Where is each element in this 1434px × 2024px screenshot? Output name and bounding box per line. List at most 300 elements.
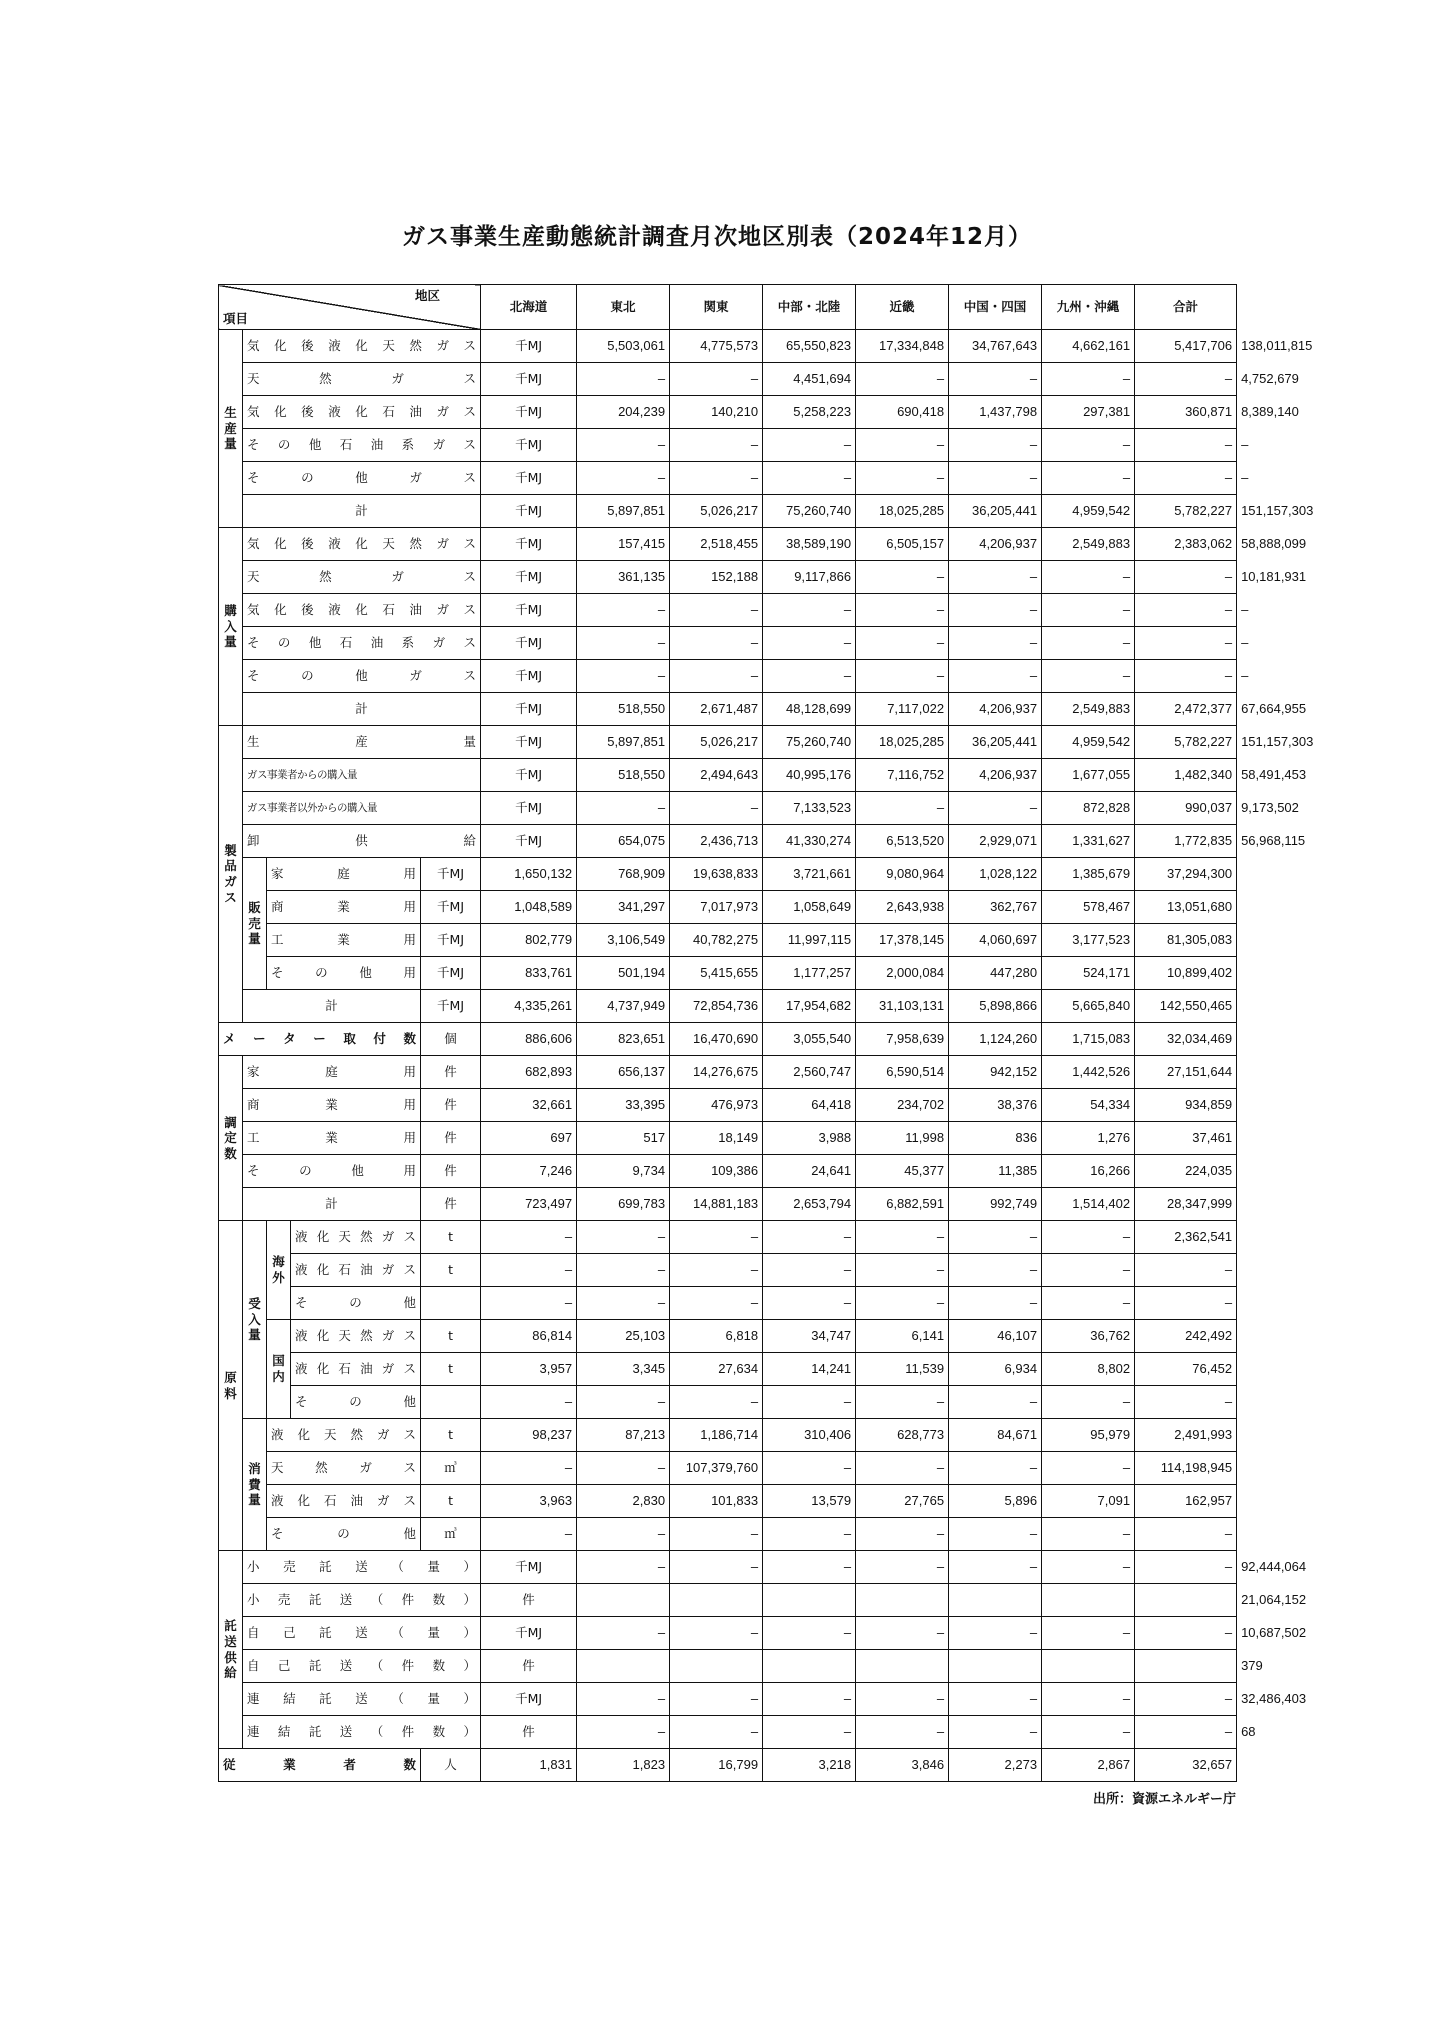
- value-cell: –: [1135, 1716, 1237, 1749]
- value-cell: –: [577, 429, 670, 462]
- value-cell: 578,467: [1042, 891, 1135, 924]
- unit-cell: 件: [421, 1188, 481, 1221]
- value-cell: 48,128,699: [763, 693, 856, 726]
- row-label: その他石油系ガス: [243, 429, 481, 462]
- data-row: [219, 1419, 1237, 1452]
- value-cell: –: [1042, 1452, 1135, 1485]
- value-cell: 11,998: [856, 1122, 949, 1155]
- value-cell: 7,117,022: [856, 693, 949, 726]
- value-cell: [670, 1650, 763, 1683]
- value-cell: 2,491,993: [1135, 1419, 1237, 1452]
- row-label: 家庭用: [267, 858, 421, 891]
- value-cell: 6,505,157: [856, 528, 949, 561]
- row-label: 計: [243, 1188, 421, 1221]
- value-cell: 823,651: [577, 1023, 670, 1056]
- data-row: 生産量 気化後液化天然ガス 千MJ 5,503,061 4,775,573 65,550,823 17,334,848 34,767,643 4,662,161 5,417,706 138,011,815: [219, 330, 1237, 363]
- value-cell: –: [1135, 1254, 1237, 1287]
- data-row: ガス事業者からの購入量 千MJ 518,550 2,494,643 40,995,176 7,116,752 4,206,937 1,677,055 1,482,340 58,491,453: [219, 759, 1237, 792]
- region-header: 北海道: [481, 285, 577, 330]
- value-cell: –: [670, 660, 763, 693]
- unit-cell: t: [421, 1221, 481, 1254]
- value-cell: 28,347,999: [1135, 1188, 1237, 1221]
- value-cell: 27,634: [670, 1353, 763, 1386]
- value-cell: –: [856, 594, 949, 627]
- value-cell: 16,799: [670, 1749, 763, 1782]
- value-cell: –: [949, 1221, 1042, 1254]
- value-cell: 41,330,274: [763, 825, 856, 858]
- value-cell: –: [1042, 660, 1135, 693]
- value-cell: 682,893: [481, 1056, 577, 1089]
- row-label: 商業用: [243, 1089, 421, 1122]
- unit-cell: 個: [421, 1023, 481, 1056]
- value-cell: 3,106,549: [577, 924, 670, 957]
- data-row: 託送供給 小売託送（量） 千MJ – – – – – – – 92,444,064: [219, 1551, 1237, 1584]
- value-cell: 7,958,639: [856, 1023, 949, 1056]
- section-label-text: 購入量: [224, 603, 237, 650]
- value-cell: 5,782,227: [1135, 495, 1237, 528]
- value-cell: –: [577, 1287, 670, 1320]
- value-cell: –: [1042, 1254, 1135, 1287]
- value-cell: 84,671: [949, 1419, 1042, 1452]
- value-cell: –: [577, 1617, 670, 1650]
- data-row: [219, 1023, 1237, 1056]
- value-cell: 2,643,938: [856, 891, 949, 924]
- region-header: 東北: [577, 285, 670, 330]
- value-cell: –: [670, 594, 763, 627]
- value-cell: 2,549,883: [1042, 528, 1135, 561]
- value-cell: –: [763, 1287, 856, 1320]
- value-cell: 501,194: [577, 957, 670, 990]
- region-header: 近畿: [856, 285, 949, 330]
- row-label: 小売託送（件数）: [243, 1584, 481, 1617]
- value-cell: 64,418: [763, 1089, 856, 1122]
- value-cell: 4,775,573: [670, 330, 763, 363]
- region-header: 合計: [1135, 285, 1237, 330]
- data-row: [219, 1386, 1237, 1419]
- value-cell: 25,103: [577, 1320, 670, 1353]
- value-cell: 1,442,526: [1042, 1056, 1135, 1089]
- region-header: 中部・北陸: [763, 285, 856, 330]
- unit-cell: 千MJ: [481, 660, 577, 693]
- value-cell: –: [856, 627, 949, 660]
- value-cell: 1,385,679: [1042, 858, 1135, 891]
- value-cell: 14,276,675: [670, 1056, 763, 1089]
- value-cell: 1,772,835: [1135, 825, 1237, 858]
- value-cell: –: [1042, 1386, 1135, 1419]
- section-label-text: 製品ガス: [224, 842, 237, 905]
- value-cell: 3,957: [481, 1353, 577, 1386]
- data-row: 卸供給 千MJ 654,075 2,436,713 41,330,274 6,513,520 2,929,071 1,331,627 1,772,835 56,968,115: [219, 825, 1237, 858]
- value-cell: –: [856, 1386, 949, 1419]
- subsection-label-text: 消費量: [248, 1461, 261, 1508]
- value-cell: –: [1042, 1221, 1135, 1254]
- value-cell: [949, 1584, 1042, 1617]
- unit-cell: 件: [421, 1122, 481, 1155]
- value-cell: 5,897,851: [577, 726, 670, 759]
- row-label: 計: [243, 693, 481, 726]
- unit-cell: 千MJ: [481, 1683, 577, 1716]
- data-row: 連結託送（件数） 件 – – – – – – – 68: [219, 1716, 1237, 1749]
- value-cell: –: [949, 1617, 1042, 1650]
- value-cell: 2,929,071: [949, 825, 1042, 858]
- row-label: 小売託送（量）: [243, 1551, 481, 1584]
- value-cell: 6,934: [949, 1353, 1042, 1386]
- data-row: [219, 858, 1237, 891]
- value-cell: 152,188: [670, 561, 763, 594]
- value-cell: 17,954,682: [763, 990, 856, 1023]
- value-cell: 3,988: [763, 1122, 856, 1155]
- value-cell: 4,060,697: [949, 924, 1042, 957]
- unit-cell: 件: [421, 1056, 481, 1089]
- value-cell: 362,767: [949, 891, 1042, 924]
- value-cell: –: [577, 1221, 670, 1254]
- data-row: [219, 1122, 1237, 1155]
- unit-cell: ㎥: [421, 1452, 481, 1485]
- unit-cell: 千MJ: [481, 627, 577, 660]
- value-cell: –: [577, 1683, 670, 1716]
- value-cell: 2,518,455: [670, 528, 763, 561]
- section-label: [219, 1551, 243, 1749]
- value-cell: –: [481, 1254, 577, 1287]
- row-label: 天然ガス: [243, 561, 481, 594]
- value-cell: 723,497: [481, 1188, 577, 1221]
- value-cell: 886,606: [481, 1023, 577, 1056]
- value-cell: 75,260,740: [763, 726, 856, 759]
- region-header: 九州・沖縄: [1042, 285, 1135, 330]
- value-cell: –: [763, 1551, 856, 1584]
- value-cell: –: [481, 1221, 577, 1254]
- row-label: 気化後液化石油ガス: [243, 396, 481, 429]
- row-label: 液化石油ガス: [267, 1485, 421, 1518]
- unit-cell: 千MJ: [421, 924, 481, 957]
- value-cell: 162,957: [1135, 1485, 1237, 1518]
- value-cell: –: [949, 1716, 1042, 1749]
- value-cell: –: [856, 1287, 949, 1320]
- value-cell: –: [1135, 462, 1237, 495]
- unit-cell: 千MJ: [421, 891, 481, 924]
- unit-cell: 千MJ: [481, 594, 577, 627]
- value-cell: –: [763, 462, 856, 495]
- value-cell: 114,198,945: [1135, 1452, 1237, 1485]
- value-cell: –: [949, 1386, 1042, 1419]
- value-cell: 5,026,217: [670, 495, 763, 528]
- value-cell: 86,814: [481, 1320, 577, 1353]
- value-cell: [1042, 1584, 1135, 1617]
- value-cell: –: [949, 1551, 1042, 1584]
- row-label: 液化天然ガス: [267, 1419, 421, 1452]
- data-row: 購入量 気化後液化天然ガス 千MJ 157,415 2,518,455 38,589,190 6,505,157 4,206,937 2,549,883 2,383,062 58,888,099: [219, 528, 1237, 561]
- value-cell: 18,025,285: [856, 726, 949, 759]
- value-cell: 13,579: [763, 1485, 856, 1518]
- data-row: [219, 1089, 1237, 1122]
- data-row: [219, 990, 1237, 1023]
- value-cell: –: [856, 660, 949, 693]
- value-cell: 72,854,736: [670, 990, 763, 1023]
- region-header: 関東: [670, 285, 763, 330]
- data-row: その他石油系ガス 千MJ – – – – – – – –: [219, 627, 1237, 660]
- value-cell: –: [577, 1386, 670, 1419]
- value-cell: –: [670, 1287, 763, 1320]
- value-cell: 6,590,514: [856, 1056, 949, 1089]
- row-label: 液化石油ガス: [291, 1254, 421, 1287]
- value-cell: 4,206,937: [949, 693, 1042, 726]
- row-label: 自己託送（件数）: [243, 1650, 481, 1683]
- row-label: ガス事業者以外からの購入量: [243, 792, 481, 825]
- value-cell: 27,151,644: [1135, 1056, 1237, 1089]
- value-cell: 7,116,752: [856, 759, 949, 792]
- value-cell: –: [577, 462, 670, 495]
- value-cell: –: [763, 1617, 856, 1650]
- row-label: 気化後液化石油ガス: [243, 594, 481, 627]
- value-cell: 2,494,643: [670, 759, 763, 792]
- value-cell: 242,492: [1135, 1320, 1237, 1353]
- unit-cell: 千MJ: [481, 693, 577, 726]
- value-cell: 1,331,627: [1042, 825, 1135, 858]
- value-cell: –: [763, 1452, 856, 1485]
- row-label: 液化天然ガス: [291, 1221, 421, 1254]
- unit-cell: 千MJ: [481, 726, 577, 759]
- value-cell: 699,783: [577, 1188, 670, 1221]
- value-cell: –: [577, 1254, 670, 1287]
- row-label: 天然ガス: [243, 363, 481, 396]
- value-cell: 101,833: [670, 1485, 763, 1518]
- row-label: 液化石油ガス: [291, 1353, 421, 1386]
- value-cell: 7,246: [481, 1155, 577, 1188]
- value-cell: –: [1042, 1683, 1135, 1716]
- value-cell: 32,657: [1135, 1749, 1237, 1782]
- value-cell: 4,959,542: [1042, 726, 1135, 759]
- value-cell: [763, 1650, 856, 1683]
- value-cell: [577, 1650, 670, 1683]
- row-label: 連結託送（件数）: [243, 1716, 481, 1749]
- value-cell: –: [1135, 660, 1237, 693]
- subsection-label: [243, 858, 267, 990]
- value-cell: –: [763, 429, 856, 462]
- subsection-label-text: 販売量: [248, 900, 261, 947]
- value-cell: 2,383,062: [1135, 528, 1237, 561]
- section-label-text: 原料: [224, 1369, 237, 1401]
- unit-cell: 千MJ: [421, 957, 481, 990]
- value-cell: 5,782,227: [1135, 726, 1237, 759]
- unit-cell: 千MJ: [481, 759, 577, 792]
- value-cell: –: [1135, 1386, 1237, 1419]
- data-row: 連結託送（量） 千MJ – – – – – – – 32,486,403: [219, 1683, 1237, 1716]
- value-cell: 76,452: [1135, 1353, 1237, 1386]
- value-cell: 204,239: [577, 396, 670, 429]
- value-cell: –: [856, 1452, 949, 1485]
- value-cell: 1,276: [1042, 1122, 1135, 1155]
- row-label: ガス事業者からの購入量: [243, 759, 481, 792]
- value-cell: 11,997,115: [763, 924, 856, 957]
- section-label-text: 生産量: [224, 405, 237, 452]
- data-row: 天然ガス 千MJ 361,135 152,188 9,117,866 – – – – 10,181,931: [219, 561, 1237, 594]
- unit-cell: 千MJ: [481, 792, 577, 825]
- value-cell: 4,451,694: [763, 363, 856, 396]
- data-row: [219, 924, 1237, 957]
- value-cell: [1135, 1584, 1237, 1617]
- value-cell: 109,386: [670, 1155, 763, 1188]
- value-cell: –: [856, 1254, 949, 1287]
- row-label: その他用: [267, 957, 421, 990]
- value-cell: 6,818: [670, 1320, 763, 1353]
- data-row: 小売託送（件数） 件 21,064,152: [219, 1584, 1237, 1617]
- value-cell: –: [670, 627, 763, 660]
- value-cell: 1,028,122: [949, 858, 1042, 891]
- unit-cell: t: [421, 1419, 481, 1452]
- value-cell: 5,897,851: [577, 495, 670, 528]
- data-row: [219, 1188, 1237, 1221]
- value-cell: 1,715,083: [1042, 1023, 1135, 1056]
- row-label: その他ガス: [243, 660, 481, 693]
- unit-cell: 千MJ: [421, 858, 481, 891]
- data-row: [219, 1056, 1237, 1089]
- value-cell: 4,206,937: [949, 528, 1042, 561]
- subsection-label: [243, 1419, 267, 1551]
- value-cell: 5,898,866: [949, 990, 1042, 1023]
- value-cell: [856, 1584, 949, 1617]
- value-cell: –: [1042, 561, 1135, 594]
- value-cell: –: [670, 1551, 763, 1584]
- value-cell: 476,973: [670, 1089, 763, 1122]
- value-cell: 75,260,740: [763, 495, 856, 528]
- value-cell: –: [1042, 1716, 1135, 1749]
- value-cell: 1,048,589: [481, 891, 577, 924]
- value-cell: –: [1135, 1617, 1237, 1650]
- header-region-label: 地区: [415, 288, 441, 303]
- value-cell: 3,721,661: [763, 858, 856, 891]
- row-label: 商業用: [267, 891, 421, 924]
- value-cell: 7,091: [1042, 1485, 1135, 1518]
- value-cell: –: [670, 1386, 763, 1419]
- value-cell: 27,765: [856, 1485, 949, 1518]
- value-cell: 942,152: [949, 1056, 1042, 1089]
- value-cell: –: [856, 1716, 949, 1749]
- data-row: 気化後液化石油ガス 千MJ – – – – – – – –: [219, 594, 1237, 627]
- data-row: [219, 1320, 1237, 1353]
- value-cell: –: [1135, 429, 1237, 462]
- value-cell: –: [949, 363, 1042, 396]
- value-cell: 9,734: [577, 1155, 670, 1188]
- value-cell: 17,378,145: [856, 924, 949, 957]
- value-cell: 7,133,523: [763, 792, 856, 825]
- row-label: 気化後液化天然ガス: [243, 330, 481, 363]
- value-cell: 17,334,848: [856, 330, 949, 363]
- value-cell: –: [1135, 594, 1237, 627]
- region-header: 中国・四国: [949, 285, 1042, 330]
- value-cell: –: [763, 1221, 856, 1254]
- section-label-text: 託送供給: [224, 1618, 237, 1681]
- value-cell: –: [949, 1452, 1042, 1485]
- value-cell: 36,205,441: [949, 495, 1042, 528]
- value-cell: 65,550,823: [763, 330, 856, 363]
- value-cell: –: [670, 792, 763, 825]
- value-cell: 140,210: [670, 396, 763, 429]
- row-label: 計: [243, 495, 481, 528]
- value-cell: –: [1042, 429, 1135, 462]
- value-cell: 310,406: [763, 1419, 856, 1452]
- subsection-label-text: 受入量: [248, 1296, 261, 1343]
- value-cell: –: [577, 660, 670, 693]
- value-cell: –: [763, 594, 856, 627]
- value-cell: –: [577, 1518, 670, 1551]
- group-label: [267, 1320, 291, 1419]
- value-cell: 2,273: [949, 1749, 1042, 1782]
- value-cell: 2,671,487: [670, 693, 763, 726]
- value-cell: 45,377: [856, 1155, 949, 1188]
- value-cell: –: [949, 627, 1042, 660]
- value-cell: 36,762: [1042, 1320, 1135, 1353]
- value-cell: 7,017,973: [670, 891, 763, 924]
- unit-cell: t: [421, 1254, 481, 1287]
- value-cell: 38,376: [949, 1089, 1042, 1122]
- value-cell: –: [856, 1617, 949, 1650]
- value-cell: 9,117,866: [763, 561, 856, 594]
- value-cell: 1,831: [481, 1749, 577, 1782]
- header-item-label: 項目: [223, 311, 249, 326]
- value-cell: 13,051,680: [1135, 891, 1237, 924]
- value-cell: 4,335,261: [481, 990, 577, 1023]
- value-cell: –: [481, 1452, 577, 1485]
- data-row: [219, 1287, 1237, 1320]
- value-cell: 1,514,402: [1042, 1188, 1135, 1221]
- value-cell: 5,503,061: [577, 330, 670, 363]
- value-cell: 107,379,760: [670, 1452, 763, 1485]
- value-cell: 934,859: [1135, 1089, 1237, 1122]
- value-cell: –: [670, 1254, 763, 1287]
- section-label: [219, 528, 243, 726]
- value-cell: 447,280: [949, 957, 1042, 990]
- value-cell: 234,702: [856, 1089, 949, 1122]
- value-cell: 1,124,260: [949, 1023, 1042, 1056]
- data-row: [219, 1353, 1237, 1386]
- row-label: その他: [291, 1287, 421, 1320]
- value-cell: 32,034,469: [1135, 1023, 1237, 1056]
- value-cell: –: [1042, 363, 1135, 396]
- section-label: [219, 1221, 243, 1551]
- unit-cell: 千MJ: [481, 330, 577, 363]
- unit-cell: 人: [421, 1749, 481, 1782]
- value-cell: 34,767,643: [949, 330, 1042, 363]
- value-cell: 81,305,083: [1135, 924, 1237, 957]
- subsection-label: [243, 1221, 267, 1419]
- header-corner: [219, 285, 481, 330]
- value-cell: 142,550,465: [1135, 990, 1237, 1023]
- value-cell: 833,761: [481, 957, 577, 990]
- value-cell: 654,075: [577, 825, 670, 858]
- value-cell: 87,213: [577, 1419, 670, 1452]
- value-cell: [670, 1584, 763, 1617]
- value-cell: –: [1135, 627, 1237, 660]
- value-cell: –: [856, 792, 949, 825]
- value-cell: 518,550: [577, 759, 670, 792]
- value-cell: 6,513,520: [856, 825, 949, 858]
- value-cell: –: [856, 1221, 949, 1254]
- row-label: メーター取付数: [219, 1023, 421, 1056]
- row-label: その他ガス: [243, 462, 481, 495]
- value-cell: 1,437,798: [949, 396, 1042, 429]
- value-cell: [1042, 1650, 1135, 1683]
- value-cell: 628,773: [856, 1419, 949, 1452]
- value-cell: 1,058,649: [763, 891, 856, 924]
- value-cell: 6,141: [856, 1320, 949, 1353]
- row-label: 天然ガス: [267, 1452, 421, 1485]
- value-cell: –: [856, 363, 949, 396]
- header-row: [219, 285, 1237, 330]
- value-cell: 872,828: [1042, 792, 1135, 825]
- value-cell: –: [949, 660, 1042, 693]
- value-cell: 836: [949, 1122, 1042, 1155]
- value-cell: –: [577, 792, 670, 825]
